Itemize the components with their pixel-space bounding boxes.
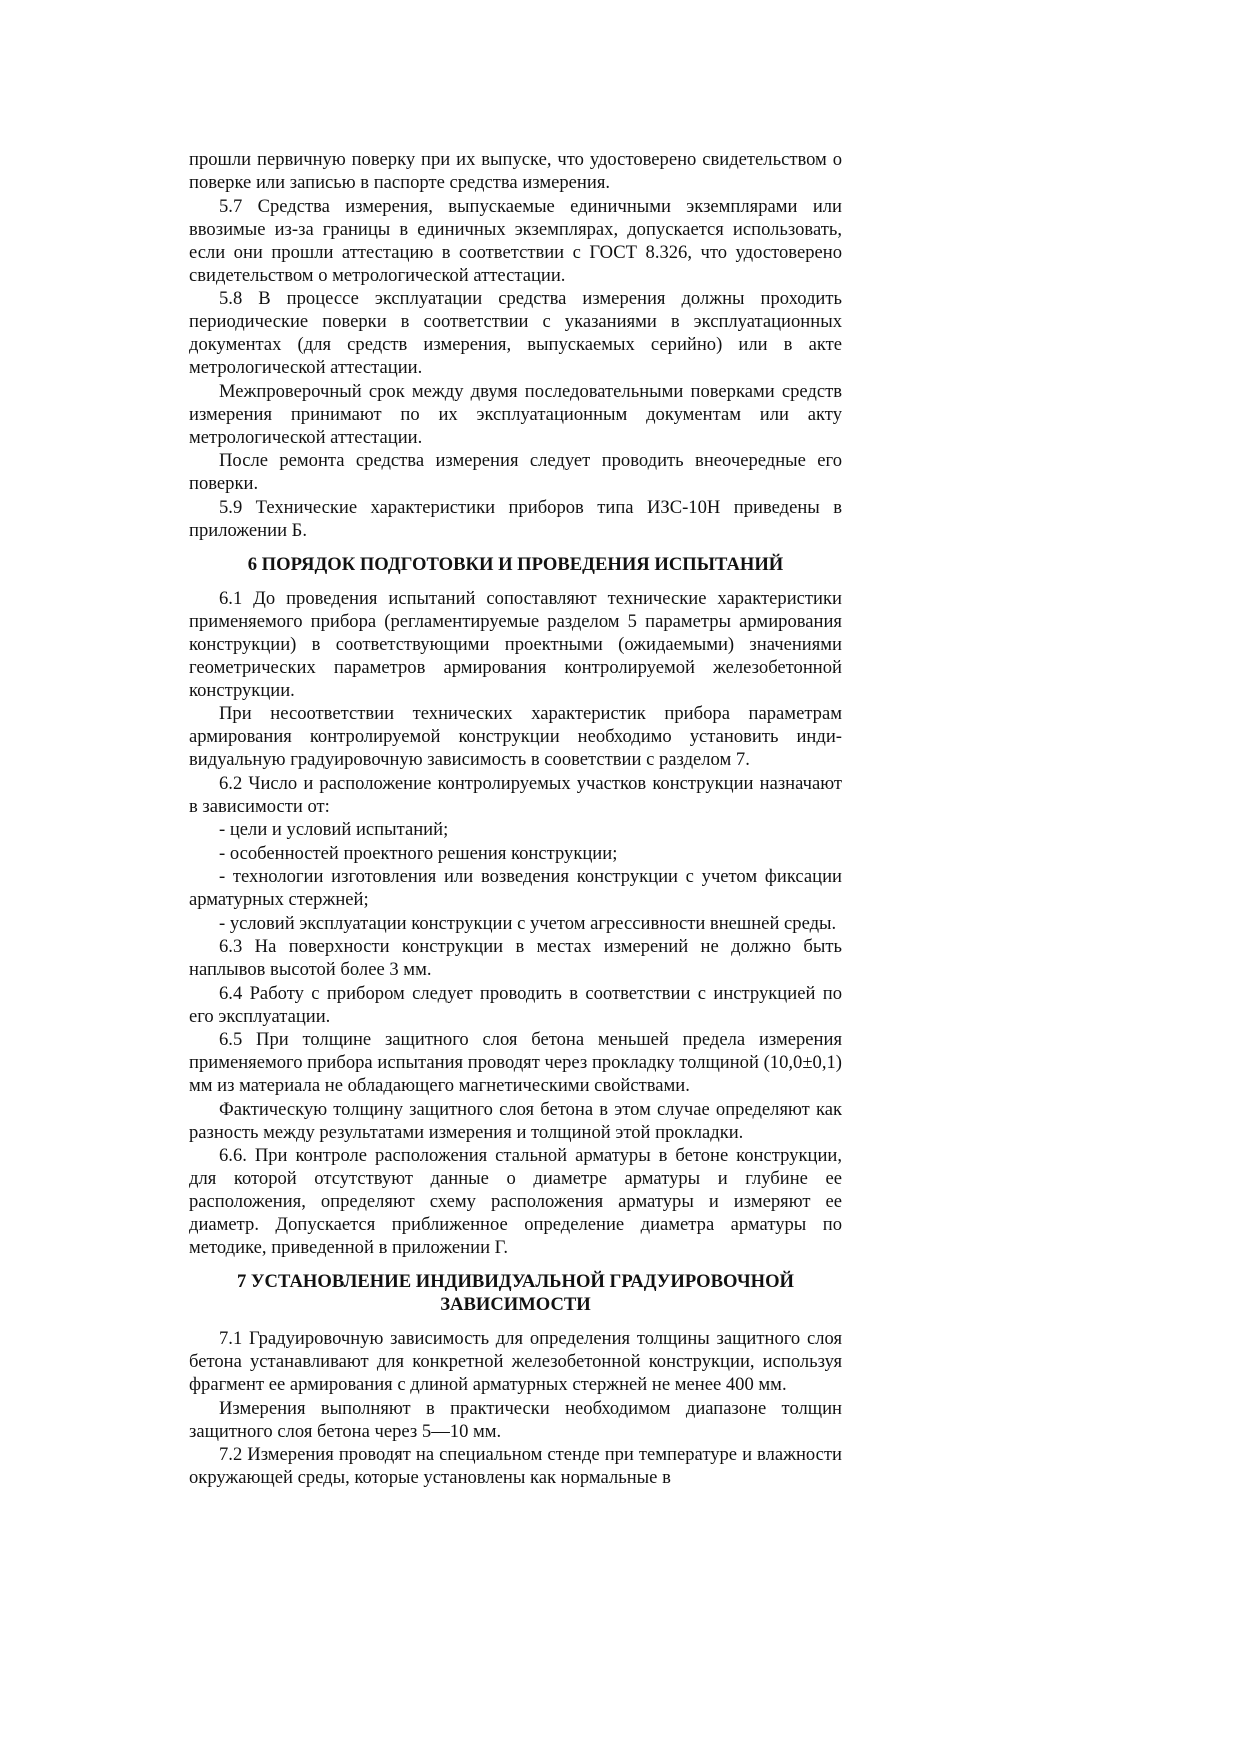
paragraph: Измерения выполняют в практически необходимом диапазоне толщин защитного слоя бетона через 5—10 мм.	[189, 1397, 842, 1442]
paragraph-6-2: 6.2 Число и расположение контролируемых участков конструкции назначают в зависимости от:	[189, 772, 842, 817]
paragraph-6-5: 6.5 При толщине защитного слоя бетона меньшей предела измерения применяемого прибора испытания проводят через прокладку толщиной (10,0±0,1) мм из материала не обладающего магнетическими свойствами.	[189, 1029, 842, 1096]
document-page	[189, 148, 842, 1490]
section-heading-7	[189, 1270, 842, 1316]
paragraph-5-7: 5.7 Средства измерения, выпускаемые единичными экземплярами или ввозимые из-за границы в единичных экземплярах, допускается использовать, если они прошли аттестацию в соответствии с ГОСТ 8.326, что удостоверено свидетельством о метрологической аттестации.	[189, 195, 842, 286]
paragraph-6-1: 6.1 До проведения испытаний сопоставляют технические характеристики применяемого прибора (регламентируемые разделом 5 параметры армирования конструкции) в соответствующими проектными (ожидаемыми) значениями геометрических параметров армирования контролируемой железобетонной конструкции.	[189, 587, 842, 701]
paragraph: После ремонта средства измерения следует проводить внеочередные его поверки.	[189, 450, 842, 494]
paragraph-7-2: 7.2 Измерения проводят на специальном стенде при температуре и влажности окружающей среды, которые установлены как нормальные в	[189, 1444, 842, 1488]
section-heading-7-line2: ЗАВИСИМОСТИ	[440, 1294, 591, 1315]
paragraph-5-9: 5.9 Технические характеристики приборов типа ИЗС-10Н приведены в приложении Б.	[189, 496, 842, 541]
paragraph: прошли первичную поверку при их выпуске, что удостоверено свидетельством о поверке или записью в паспорте средства измерения.	[189, 149, 842, 193]
section-heading-6: 6 ПОРЯДОК ПОДГОТОВКИ И ПРОВЕДЕНИЯ ИСПЫТАНИЙ	[247, 553, 784, 575]
list-item: - цели и условий испытаний;	[219, 819, 449, 840]
paragraph-6-4: 6.4 Работу с прибором следует проводить в соответствии с инструкцией по его эксплуатации.	[189, 982, 842, 1027]
paragraph: При несоответствии технических характеристик прибора параметрам армирования контролируемой конструкции необходимо установить индивидуальную градуировочную зависимость в сооветствии с разделом 7.	[189, 703, 842, 770]
list-item: - технологии изготовления или возведения конструкции с учетом фиксации арматурных стержней;	[189, 866, 842, 910]
list-item: - особенностей проектного решения конструкции;	[219, 842, 618, 864]
paragraph: Межпроверочный срок между двумя последовательными поверками средств измерения принимают по их эксплуатационным документам или акту метрологической аттестации.	[189, 380, 842, 448]
paragraph-6-3: 6.3 На поверхности конструкции в местах измерений не должно быть наплывов высотой более 3 мм.	[189, 936, 842, 980]
paragraph-5-8: 5.8 В процессе эксплуатации средства измерения должны проходить периодические поверки в соответствии с указаниями в эксплуатационных документах (для средств измерения, выпускаемых серийно) или в акте метрологической аттестации.	[189, 288, 842, 378]
section-heading-7-line1: 7 УСТАНОВЛЕНИЕ ИНДИВИДУАЛЬНОЙ ГРАДУИРОВОЧНОЙ	[236, 1271, 795, 1292]
paragraph: Фактическую толщину защитного слоя бетона в этом случае определяют как разность между результатами измерения и толщиной этой прокладки.	[189, 1098, 842, 1143]
paragraph-7-1: 7.1 Градуировочную зависимость для определения толщины защитного слоя бетона устанавливают для конкретной железобетонной конструкции, используя фрагмент ее армирования с длиной арматурных стержней не менее 400 мм.	[189, 1328, 842, 1395]
list-item: - условий эксплуатации конструкции с учетом агрессивности внешней среды.	[219, 912, 837, 934]
paragraph-6-6: 6.6. При контроле расположения стальной арматуры в бетоне конструкции, для которой отсутствуют данные о диаметре арматуры и глубине ее расположения, определяют схему расположения арматуры и измеряют ее диаметр. Допускается приближенное определение диаметра арматуры по методике, приведенной в приложении Г.	[189, 1145, 842, 1258]
